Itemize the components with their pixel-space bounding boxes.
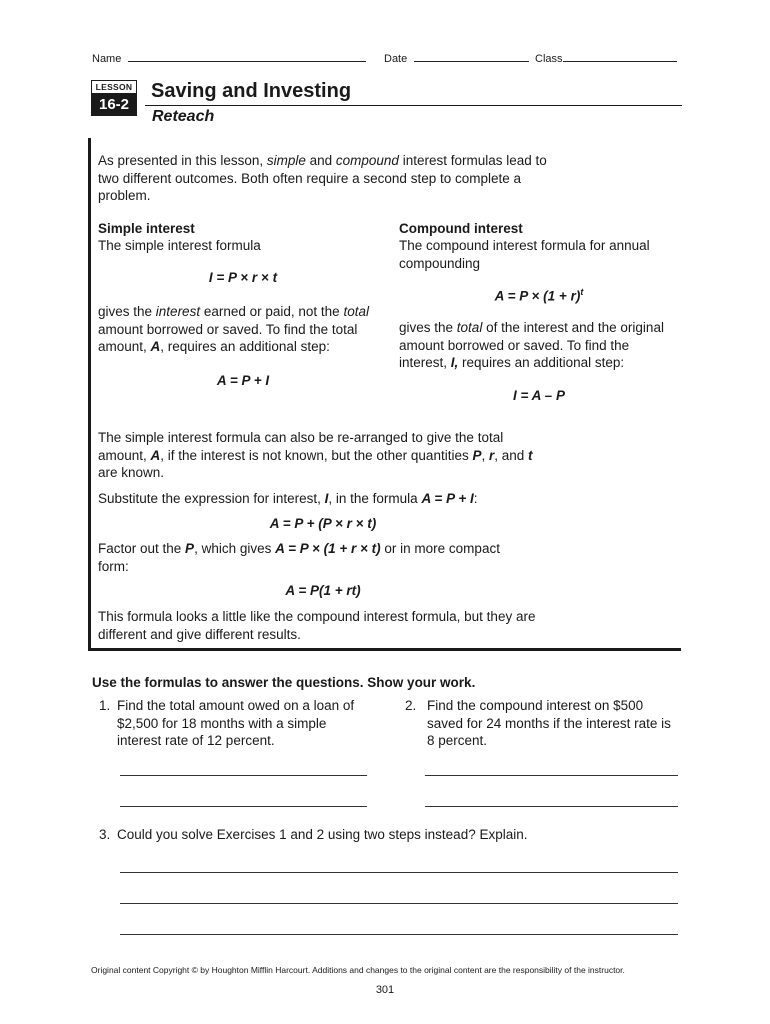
page-number: 301 bbox=[375, 984, 395, 996]
copyright-notice: Original content Copyright © by Houghton Mifflin Harcourt. Additions and changes to the original content are the responsibility of the instructor. bbox=[91, 965, 625, 975]
class-label: Class bbox=[535, 51, 677, 65]
compound-explanation: gives the total of the interest and the original amount borrowed or saved. To find the interest, I, requires an additional step: bbox=[399, 320, 664, 370]
q3-answer-line-1[interactable] bbox=[120, 872, 678, 873]
simple-desc: The simple interest formula bbox=[98, 238, 261, 253]
exercise-instructions: Use the formulas to answer the questions. Show your work. bbox=[92, 675, 476, 690]
q1-text: Find the total amount owed on a loan of $2,500 for 18 months with a simple interest rate of 12 percent. bbox=[117, 698, 355, 748]
q3-text: Could you solve Exercises 1 and 2 using two steps instead? Explain. bbox=[117, 827, 528, 842]
compact-formula: A = P(1 + rt) bbox=[285, 583, 361, 598]
box-bottom-border bbox=[88, 648, 681, 651]
simple-formula-2: A = P + I bbox=[216, 373, 270, 388]
simple-heading: Simple interest bbox=[98, 221, 195, 236]
rearrange-paragraph: The simple interest formula can also be re-arranged to give the total amount, A, if the interest is not known, but the other quantities P, r, and t are known. bbox=[98, 430, 533, 480]
q3-answer-line-2[interactable] bbox=[120, 903, 678, 904]
name-blank[interactable] bbox=[128, 51, 366, 62]
q3-number: 3. bbox=[99, 827, 111, 842]
date-blank[interactable] bbox=[414, 51, 529, 62]
box-left-border bbox=[88, 138, 91, 650]
q1-answer-line-2[interactable] bbox=[120, 806, 367, 807]
lesson-badge bbox=[91, 80, 137, 116]
q1-answer-line-1[interactable] bbox=[120, 775, 367, 776]
page-subtitle: Reteach bbox=[152, 108, 215, 125]
compound-formula-2: I = A – P bbox=[513, 388, 565, 403]
intro-paragraph: As presented in this lesson, simple and compound interest formulas lead to two different outcomes. Both often require a second step to complete a problem. bbox=[98, 153, 547, 203]
compound-heading: Compound interest bbox=[399, 221, 523, 236]
factor-paragraph: Factor out the P, which gives A = P × (1 + r × t) or in more compact form: bbox=[98, 541, 500, 574]
q2-text: Find the compound interest on $500 saved for 24 months if the interest rate is 8 percent. bbox=[427, 698, 671, 748]
q2-answer-line-2[interactable] bbox=[425, 806, 678, 807]
compound-desc: The compound interest formula for annual compounding bbox=[399, 238, 650, 271]
date-label: Date bbox=[384, 51, 529, 65]
simple-formula: I = P × r × t bbox=[208, 270, 278, 285]
lesson-label: LESSON bbox=[91, 80, 137, 94]
title-rule bbox=[145, 105, 682, 106]
lesson-number: 16-2 bbox=[98, 96, 130, 113]
q1-number: 1. bbox=[99, 698, 111, 713]
q2-number: 2. bbox=[405, 698, 417, 713]
q3-answer-line-3[interactable] bbox=[120, 934, 678, 935]
simple-explanation: gives the interest earned or paid, not the total amount borrowed or saved. To find the total amount, A, requires an additional step: bbox=[98, 304, 369, 354]
page-title: Saving and Investing bbox=[151, 80, 352, 102]
expanded-formula: A = P + (P × r × t) bbox=[269, 516, 377, 531]
name-label: Name bbox=[92, 51, 366, 65]
compound-formula: $A = P \times (1 + r)^t$ bbox=[494, 287, 584, 304]
class-blank[interactable] bbox=[563, 51, 677, 62]
substitute-paragraph: Substitute the expression for interest, I, in the formula A = P + I: bbox=[98, 491, 478, 506]
compound-exponent: t bbox=[580, 287, 584, 297]
q2-answer-line-1[interactable] bbox=[425, 775, 678, 776]
closing-paragraph: This formula looks a little like the compound interest formula, but they are different and give different results. bbox=[98, 609, 536, 642]
